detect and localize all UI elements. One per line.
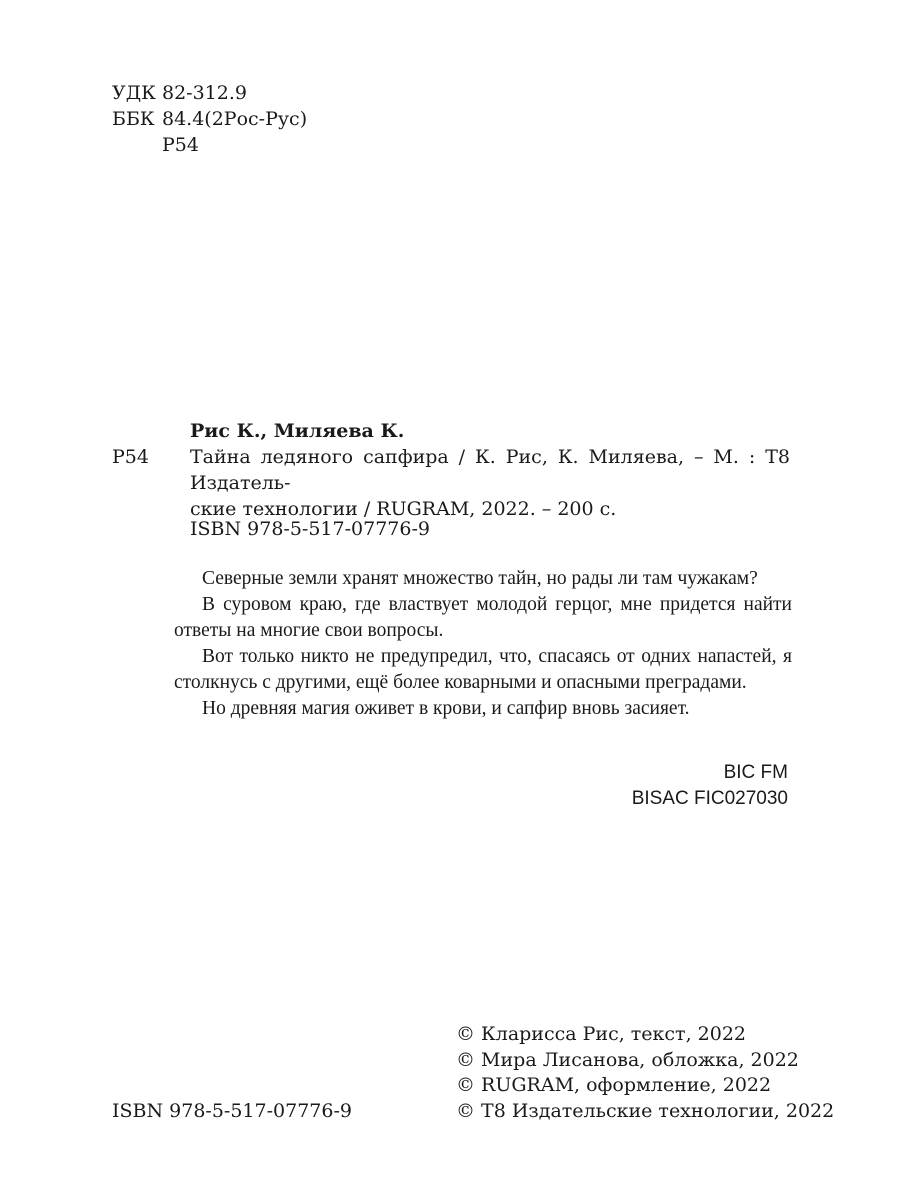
annotation-paragraph: Вот только никто не предупредил, что, спасаясь от одних напастей, я столкнусь с другими, ещё более коварными и опасными преградами. (174, 646, 792, 693)
footer-isbn: ISBN 978-5-517-07776-9 (112, 1100, 352, 1122)
record-code: Р54 (112, 446, 149, 468)
subject-codes (632, 760, 788, 812)
record-line-2: ские технологии / RUGRAM, 2022. – 200 с. (190, 498, 617, 520)
record-isbn: ISBN 978-5-517-07776-9 (190, 518, 430, 540)
bbk-value: 84.4(2Рос-Рус) (162, 108, 308, 130)
copyright-line: © Т8 Издательские технологии, 2022 (456, 1099, 835, 1122)
bbk-label: ББК (112, 108, 155, 130)
udk-row (112, 80, 247, 106)
record-line-1: Тайна ледяного сапфира / К. Рис, К. Миляева, – М. : Т8 Издатель- (190, 446, 790, 494)
copyright-list (456, 1022, 834, 1124)
record-authors: Рис К., Миляева К. (190, 420, 405, 442)
copyright-line: © Кларисса Рис, текст, 2022 (456, 1023, 747, 1045)
record-description (190, 444, 790, 522)
copyright-line: © Мира Лисанова, обложка, 2022 (456, 1048, 799, 1071)
annotation-paragraph: В суровом краю, где властвует молодой герцог, мне придется найти ответы на многие свои вопросы. (174, 594, 792, 641)
annotation-paragraph: Северные земли хранят множество тайн, но рады ли там чужакам? (202, 568, 758, 589)
author-mark-row (112, 132, 199, 158)
udk-value: 82-312.9 (162, 82, 247, 104)
annotation-paragraph: Но древняя магия оживет в крови, и сапфир вновь засияет. (202, 698, 690, 719)
bisac-code: BISAC FIC027030 (631, 788, 788, 809)
bic-code: BIC FM (723, 762, 788, 783)
copyright-line: © RUGRAM, оформление, 2022 (456, 1074, 772, 1096)
udk-label: УДК (112, 82, 156, 104)
bbk-row (112, 106, 307, 132)
author-mark: Р54 (162, 134, 199, 156)
annotation (174, 566, 792, 722)
